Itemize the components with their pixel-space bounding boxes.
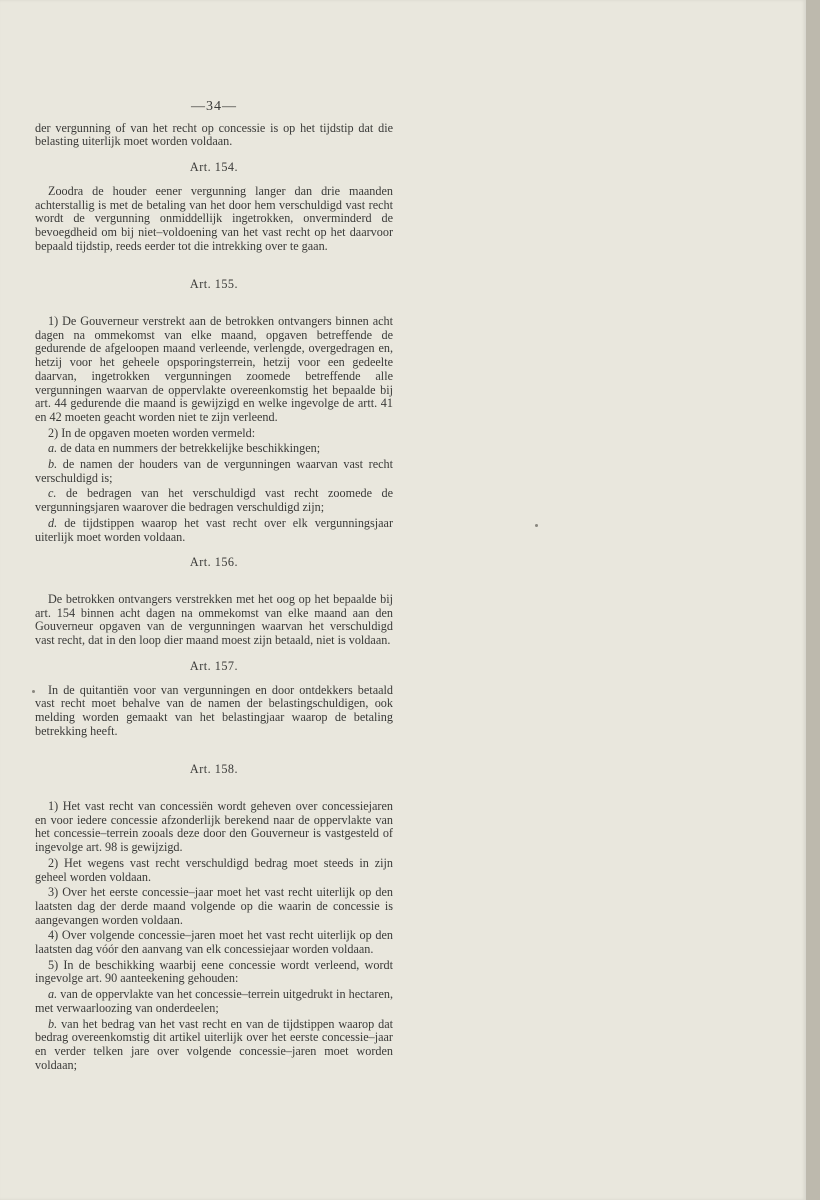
art-158-p4: 4) Over volgende concessie–jaren moet het vast recht uiterlijk op den laatsten dag vóór den aanvang van elk concessiejaar worden voldaan. xyxy=(35,928,393,957)
list-label: a. xyxy=(48,441,58,456)
page-edge xyxy=(806,0,820,1200)
list-text: de data en nummers der betrekkelijke beschikkingen; xyxy=(60,441,321,456)
art-155-heading: Art. 155. xyxy=(189,277,239,292)
art-154-heading: Art. 154. xyxy=(189,160,239,175)
art-158-p5: 5) In de beschikking waarbij eene concessie wordt verleend, wordt ingevolge art. 90 aanteekening gehouden: xyxy=(35,957,393,986)
list-item xyxy=(35,1018,393,1073)
art-158-p2: 2) Het wegens vast recht verschuldigd bedrag moet steeds in zijn geheel worden voldaan. xyxy=(35,855,393,884)
list-label: b. xyxy=(48,457,58,472)
list-item xyxy=(35,487,393,514)
art-157-text: In de quitantiën voor van vergunningen en door ontdekkers betaald vast recht moet behalve van de namen der belastingschuldigen, ook melding worden gemaakt van het belastingjaar waarop de betaling betrekking heeft. xyxy=(35,682,393,738)
art-155-p2: 2) In de opgaven moeten worden vermeld: xyxy=(48,425,256,440)
list-label: b. xyxy=(48,1016,58,1031)
list-item xyxy=(35,517,393,544)
art-155-p1: 1) De Gouverneur verstrekt aan de betrokken ontvangers binnen acht dagen na ommekomst van elke maand, opgaven betreffende de gedurende de afgeloopen maand verleende, verlengde, overgedragen en, hetzij voor het geheele opsporingsterrein, hetzij voor een gedeelte daarvan, ingetrokken vergunningen zoomede betreffende alle vergunningen waarvan de oppervlakte overeenkomstig het bepaalde bij art. 44 gedurende die maand is gewijzigd en welke ingevolge de artt. 41 en 42 moeten geacht worden niet te zijn verleend. xyxy=(35,314,393,424)
paper-speck xyxy=(32,690,35,693)
art-157-heading: Art. 157. xyxy=(189,658,239,673)
paper-speck xyxy=(535,524,538,527)
art-154-text: Zoodra de houder eener vergunning langer dan drie maanden achterstallig is met de betaling van het door hem verschuldigd vast recht wordt de vergunning onmiddellijk ingetrokken, onverminderd de bevoegdheid om bij niet–voldoening van het vast recht op het daarvoor bepaald tijdstip, reeds eerder tot die intrekking over te gaan. xyxy=(35,183,393,253)
list-text: van de oppervlakte van het concessie–terrein uitgedrukt in hectaren, met verwaarloozing van onderdeelen; xyxy=(35,987,393,1015)
list-item xyxy=(35,442,393,456)
list-text: de tijdstippen waarop het vast recht over elk vergunningsjaar uiterlijk moet worden voldaan. xyxy=(35,515,394,544)
text-column xyxy=(35,100,393,1074)
art-158-p1: 1) Het vast recht van concessiën wordt geheven over concessiejaren en voor iedere concessie afzonderlijk berekend naar de oppervlakte van het concessie–terrein zooals deze door den Gouverneur is vastgesteld of ingevolge art. 98 is gewijzigd. xyxy=(35,799,393,855)
list-text: van het bedrag van het vast recht en van de tijdstippen waarop dat bedrag overeenkomstig dit artikel uiterlijk over het eerste concessie–jaar en verder telken jare over volgende concessie–jaren moet worden voldaan; xyxy=(35,1016,394,1072)
art-158-heading: Art. 158. xyxy=(189,762,239,777)
list-item xyxy=(35,458,393,485)
art-156-heading: Art. 156. xyxy=(189,555,239,570)
list-text: de bedragen van het verschuldigd vast recht zoomede de vergunningsjaren waarover die bedragen verschuldigd zijn; xyxy=(35,486,394,515)
art-158-p3: 3) Over het eerste concessie–jaar moet het vast recht uiterlijk op den laatsten dag der derde maand volgende op die waarin de concessie is aangevangen worden voldaan. xyxy=(35,885,393,927)
page-number: —34— xyxy=(191,99,237,114)
list-label: c. xyxy=(48,486,57,501)
list-text: de namen der houders van de vergunningen waarvan vast recht verschuldigd is; xyxy=(35,457,393,485)
list-label: d. xyxy=(48,515,58,530)
list-item xyxy=(35,988,393,1015)
intro-paragraph: der vergunning of van het recht op concessie is op het tijdstip dat die belasting uiterlijk moet worden voldaan. xyxy=(35,120,393,149)
list-label: a. xyxy=(48,987,58,1002)
art-156-text: De betrokken ontvangers verstrekken met het oog op het bepaalde bij art. 154 binnen acht dagen na ommekomst van elke maand aan den Gouverneur opgaven van de vergunningen waarvan het verschuldigd vast recht, dat in den loop dier maand moest zijn betaald, niet is voldaan. xyxy=(35,591,393,648)
